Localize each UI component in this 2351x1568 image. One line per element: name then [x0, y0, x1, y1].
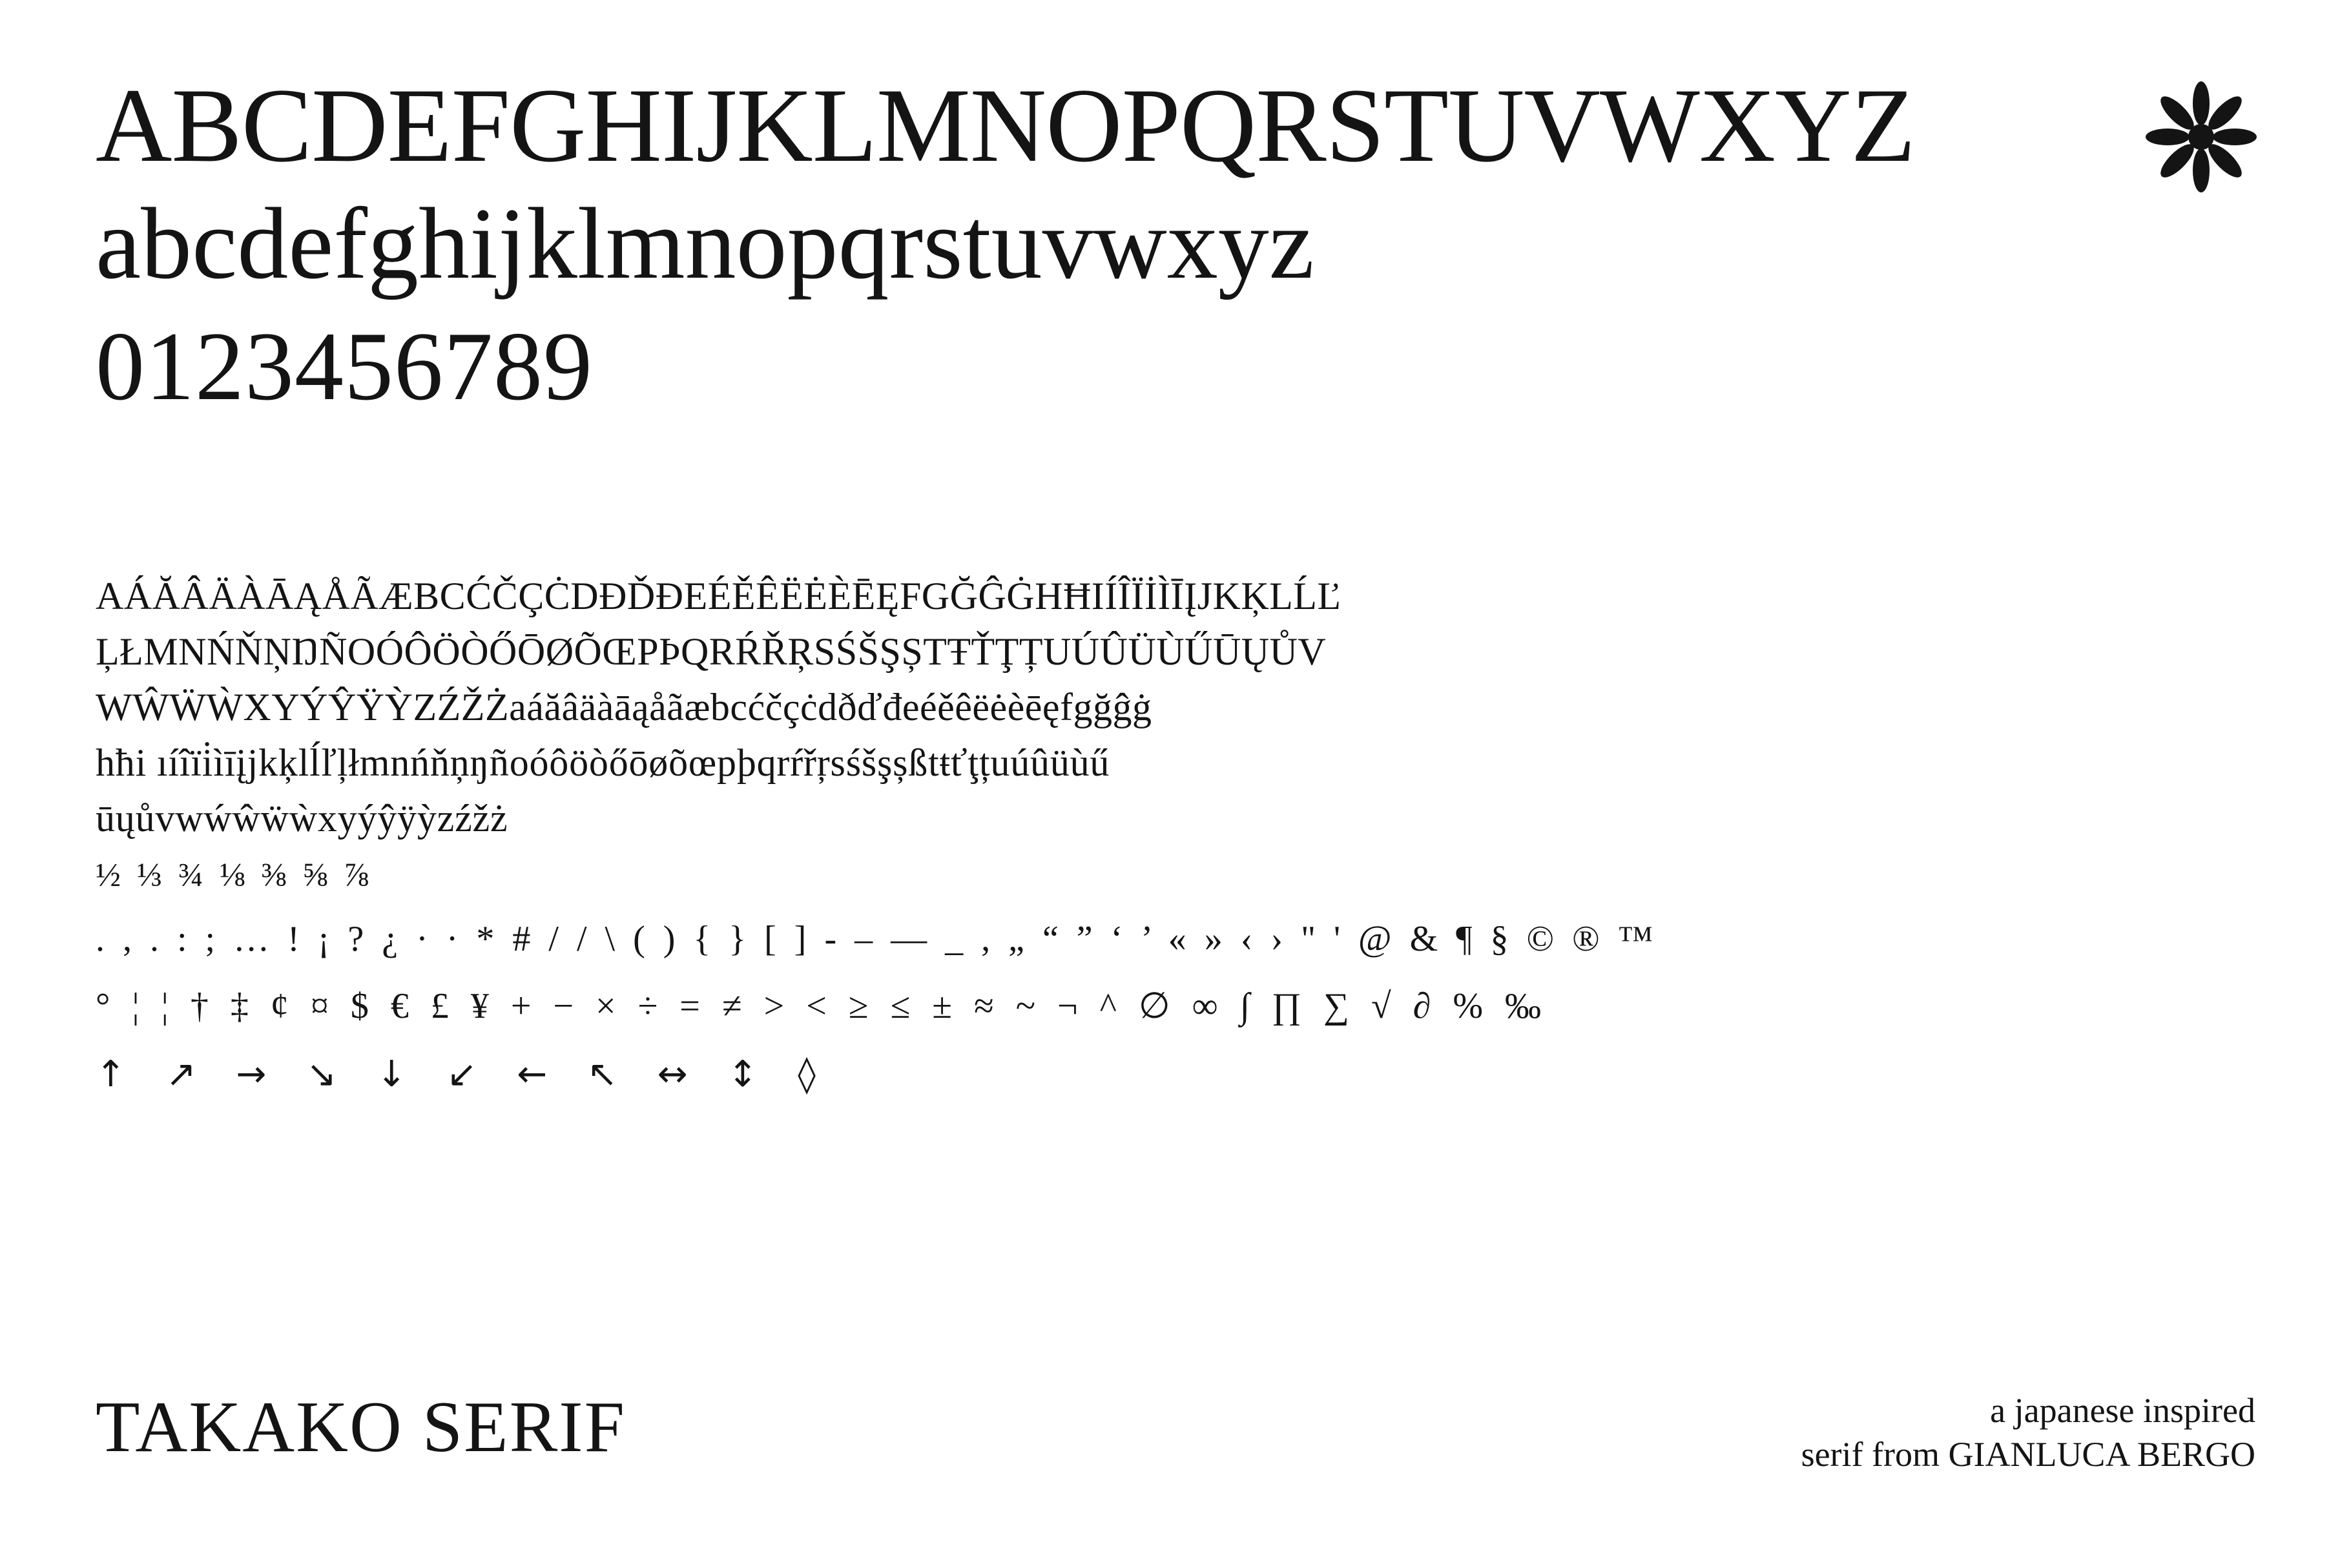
math-symbols-row: ° ¦ ¦ † ‡ ¢ ¤ $ € £ ¥ + − × ÷ = ≠ > < ≥ ≤ ± ≈ ~ ¬ ^ ∅ ∞ ∫ ∏ ∑ √ ∂ % ‰ [96, 986, 1548, 1026]
font-name-title: TAKAKO SERIF [96, 1387, 626, 1467]
uppercase-alphabet-line: ABCDEFGHIJKLMNOPQRSTUVWXYZ [96, 67, 1915, 184]
punctuation-row: . , . : ; … ! ¡ ? ¿ · · * # / / \ ( ) { } [ ] - – — _ , „ “ ” ‘ ’ « » ‹ › " ' @ & ¶ § © ® ™ [96, 919, 1658, 959]
glyph-row: ĻŁMNŃŇŅŊÑOÓÔÖÒŐŌØÕŒPÞQRŔŘŖSŚŠŞȘTŦŤŢȚUÚÛÜÙŰŪŲŮV [96, 630, 1327, 673]
glyph-coverage-block [96, 568, 2246, 1109]
credit-block [1801, 1388, 2255, 1476]
glyph-row: ūųůvwẃŵẅẁxyýŷÿỳzźžż [96, 797, 508, 840]
numerals-line: 0123456789 [96, 312, 593, 420]
credit-line-2: serif from GIANLUCA BERGO [1801, 1435, 2255, 1474]
lowercase-alphabet-line: abcdefghijklmnopqrstuvwxyz [96, 187, 1314, 300]
credit-line-1: a japanese inspired [1990, 1391, 2255, 1430]
arrows-row: ↑ ↗ → ↘ ↓ ↙ ← ↖ ↔ ↕ ◊ [96, 1053, 830, 1095]
asterisk-icon [2143, 79, 2259, 195]
fractions-row: ½ ⅓ ¾ ⅛ ⅜ ⅝ ⅞ [96, 857, 373, 894]
glyph-row: AÁĂÂÄÀĀĄÅÃÆBCĆČÇĊDÐĎĐEÉĚÊËĖÈĒĘFGĞĜĠHĦIÍÎÏİÌĪĮJKĶLĹĽ [96, 575, 1341, 617]
display-alphabet-block [96, 67, 1969, 426]
glyph-row: hħi ıíîïi̇ìīįjkķlĺľļłmnńňņŋñoóôöòőōøõœpþqrŕřŗsśšşșßtŧťţțuúûüùű [96, 741, 1110, 784]
glyph-row: WŴẄẀXYÝŶŸỲZŹŽŻaáăâäàāąåãæbcćčçċdðďđeéěêëėèēęfgğĝġ [96, 686, 1152, 728]
